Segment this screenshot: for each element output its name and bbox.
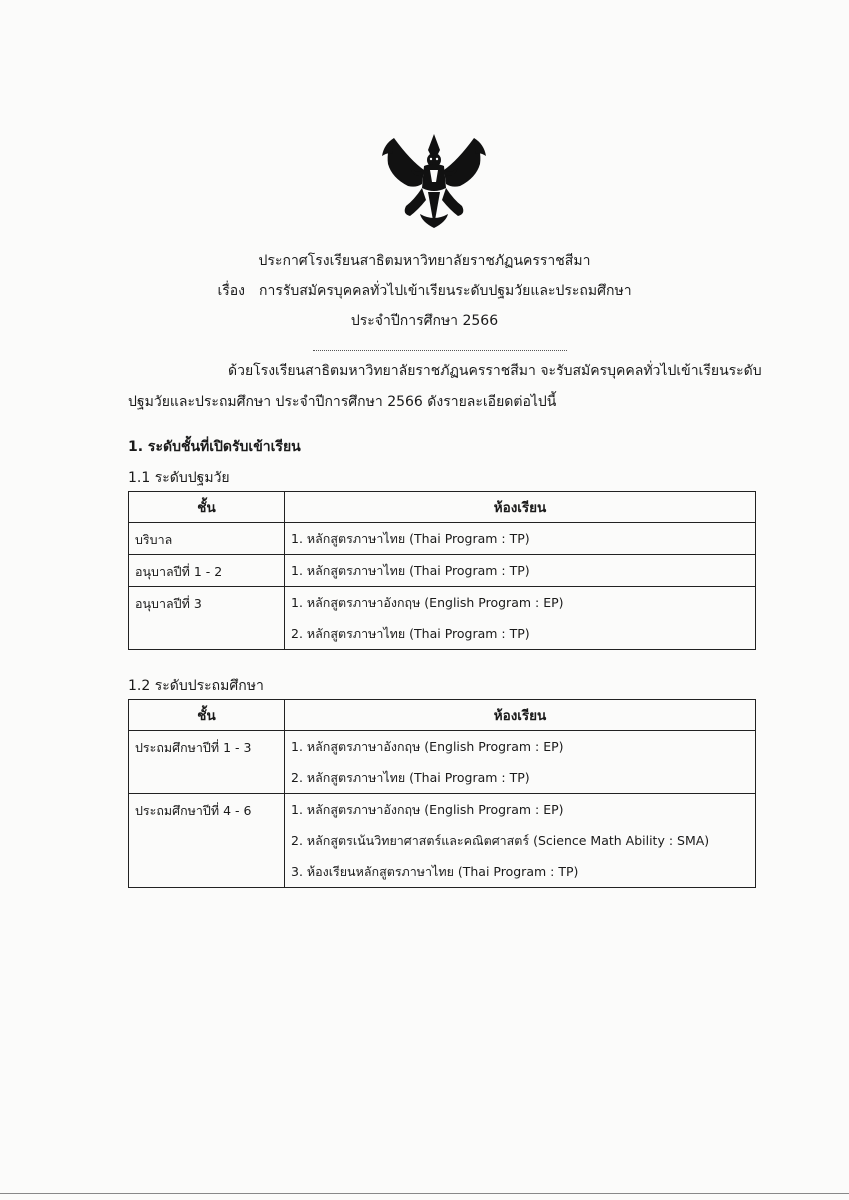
program-item: 1. หลักสูตรภาษาอังกฤษ (English Program : EP) [291,802,564,817]
column-header-classroom: ห้องเรียน [285,492,756,523]
intro-line-1: ด้วยโรงเรียนสาธิตมหาวิทยาลัยราชภัฏนครราชสีมา จะรับสมัครบุคคลทั่วไปเข้าเรียนระดับ [228,363,762,379]
intro-line-2: ปฐมวัยและประถมศึกษา ประจำปีการศึกษา 2566 ดังรายละเอียดต่อไปนี้ [128,394,557,410]
primary-school-table [128,699,756,888]
table-header-row [129,700,756,731]
section-1-2-title: 1.2 ระดับประถมศึกษา [128,678,264,694]
level-cell: บริบาล [135,532,173,547]
table-row [129,731,756,794]
academic-year: ประจำปีการศึกษา 2566 [350,313,499,329]
level-cell: ประถมศึกษาปีที่ 1 - 3 [135,740,252,755]
table-row [129,587,756,650]
program-item: 2. หลักสูตรภาษาไทย (Thai Program : TP) [291,770,530,785]
subject-label: เรื่อง [217,283,245,299]
level-cell: ประถมศึกษาปีที่ 4 - 6 [135,803,252,818]
program-item: 1. หลักสูตรภาษาไทย (Thai Program : TP) [291,531,530,546]
column-header-level: ชั้น [129,492,285,523]
column-header-classroom: ห้องเรียน [285,700,756,731]
section-1-title: 1. ระดับชั้นที่เปิดรับเข้าเรียน [128,439,301,455]
table-row [129,523,756,555]
program-item: 2. หลักสูตรภาษาไทย (Thai Program : TP) [291,626,530,641]
level-cell: อนุบาลปีที่ 3 [135,596,202,611]
table-row [129,794,756,888]
program-item: 2. หลักสูตรเน้นวิทยาศาสตร์และคณิตศาสตร์ (Science Math Ability : SMA) [291,833,710,848]
level-cell: อนุบาลปีที่ 1 - 2 [135,564,223,579]
table-row [129,555,756,587]
table-header-row [129,492,756,523]
dotted-divider [313,350,567,351]
program-item: 1. หลักสูตรภาษาไทย (Thai Program : TP) [291,563,530,578]
page-bottom-edge [0,1193,849,1194]
section-1-1-title: 1.1 ระดับปฐมวัย [128,470,230,486]
early-childhood-table [128,491,756,650]
program-item: 1. หลักสูตรภาษาอังกฤษ (English Program : EP) [291,595,564,610]
announcement-title: ประกาศโรงเรียนสาธิตมหาวิทยาลัยราชภัฏนครราชสีมา [258,253,591,269]
subject-text: การรับสมัครบุคคลทั่วไปเข้าเรียนระดับปฐมวัยและประถมศึกษา [259,283,632,299]
column-header-level: ชั้น [129,700,285,731]
program-item: 3. ห้องเรียนหลักสูตรภาษาไทย (Thai Program : TP) [291,864,579,879]
announcement-subject [0,281,849,301]
program-item: 1. หลักสูตรภาษาอังกฤษ (English Program : EP) [291,739,564,754]
garuda-emblem-icon [380,130,488,230]
